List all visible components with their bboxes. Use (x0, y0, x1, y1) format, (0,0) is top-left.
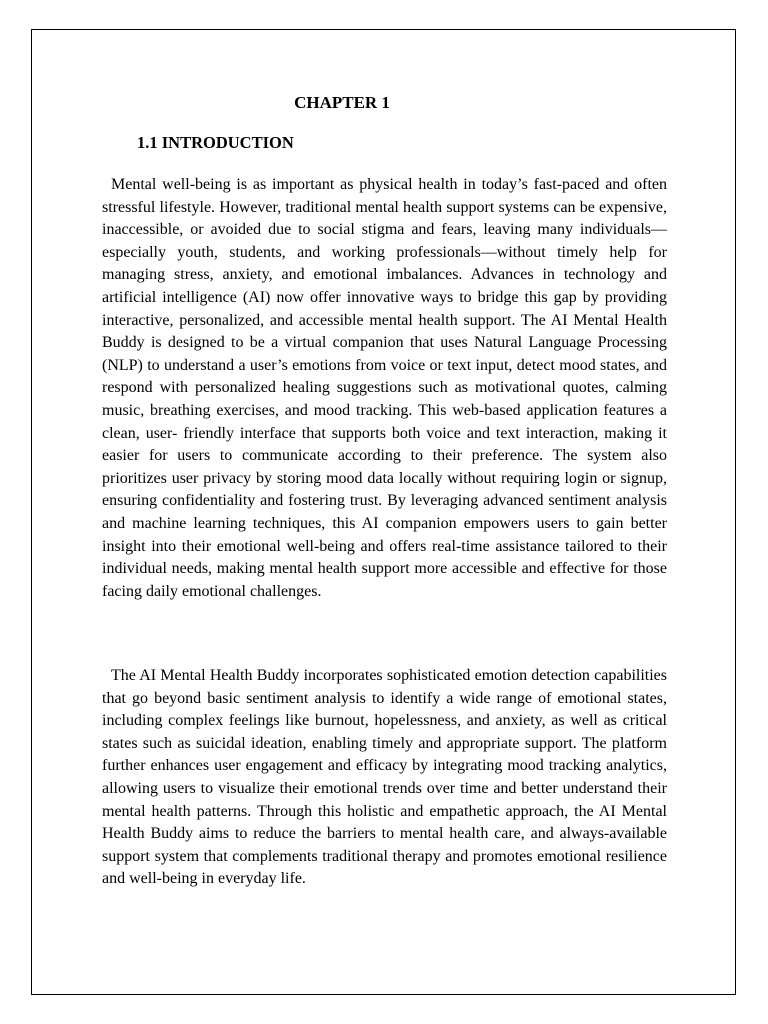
section-heading: 1.1 INTRODUCTION (137, 133, 294, 152)
chapter-title: CHAPTER 1 (294, 93, 390, 112)
intro-paragraph-1: Mental well-being is as important as physical health in today’s fast-paced and often stressful lifestyle. However, traditional mental health support systems can be expensive, inaccessible, or avoided due to social stigma and fears, leaving many individuals—especially youth, students, and working professionals—without timely help for managing stress, anxiety, and emotional imbalances. Advances in technology and artificial intelligence (AI) now offer innovative ways to bridge this gap by providing interactive, personalized, and accessible mental health support. The AI Mental Health Buddy is designed to be a virtual companion that uses Natural Language Processing (NLP) to understand a user’s emotions from voice or text input, detect mood states, and respond with personalized healing suggestions such as motivational quotes, calming music, breathing exercises, and mood tracking. This web-based application features a clean, user- friendly interface that supports both voice and text interaction, making it easier for users to communicate according to their preference. The system also prioritizes user privacy by storing mood data locally without requiring login or signup, ensuring confidentiality and fostering trust. By leveraging advanced sentiment analysis and machine learning techniques, this AI companion empowers users to gain better insight into their emotional well-being and offers real-time assistance tailored to their individual needs, making mental health support more accessible and effective for those facing daily emotional challenges. (102, 176, 667, 600)
intro-paragraph-2: The AI Mental Health Buddy incorporates sophisticated emotion detection capabilities that go beyond basic sentiment analysis to identify a wide range of emotional states, including complex feelings like burnout, hopelessness, and anxiety, as well as critical states such as suicidal ideation, enabling timely and appropriate support. The platform further enhances user engagement and efficacy by integrating mood tracking analytics, allowing users to visualize their emotional trends over time and better understand their mental health patterns. Through this holistic and empathetic approach, the AI Mental Health Buddy aims to reduce the barriers to mental health care, and always-available support system that complements traditional therapy and promotes emotional resilience and well-being in everyday life. (102, 667, 667, 888)
